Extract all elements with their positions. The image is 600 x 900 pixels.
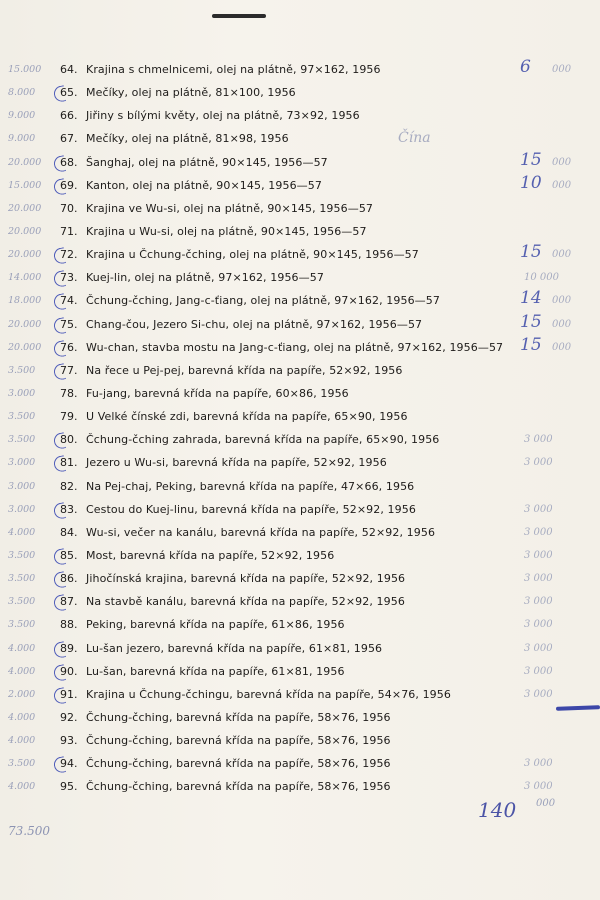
item-title: Wu-chan, stavba mostu na Jang-c-ťiang, olej na plátně, 97×162, 1956—57: [86, 340, 504, 354]
item-title: Krajina u Wu-si, olej na plátně, 90×145, 1956—57: [86, 224, 367, 238]
item-number: 95.: [60, 780, 78, 794]
pencil-price-note: 000: [552, 318, 572, 330]
pencil-price-note: 3 000: [524, 549, 553, 561]
list-item: [0, 544, 600, 567]
price-pencil-note: 20.000: [8, 156, 42, 168]
item-number: 68.: [60, 151, 82, 174]
price-pencil-note: 9.000: [8, 110, 36, 122]
pencil-price-note: 3 000: [524, 619, 553, 631]
list-item: [0, 590, 600, 613]
price-pencil-note: 4.000: [8, 526, 36, 538]
list-item: [0, 174, 600, 197]
pencil-price-note: 000: [552, 179, 572, 191]
price-pencil-note: 3.500: [8, 619, 36, 631]
item-number: 79.: [60, 410, 78, 424]
list-item: [0, 58, 600, 81]
price-pencil-note: 9.000: [8, 133, 36, 145]
item-number: 92.: [60, 710, 78, 724]
item-number: 75.: [60, 313, 82, 336]
list-item: [0, 660, 600, 683]
item-title: Cestou do Kuej-linu, barevná křída na papíře, 52×92, 1956: [86, 502, 416, 516]
price-pencil-note: 3.500: [8, 364, 36, 376]
item-title: Lu-šan, barevná křída na papíře, 61×81, 1956: [86, 664, 345, 678]
list-item: [0, 451, 600, 474]
item-title: Jihočínská krajina, barevná křída na papíře, 52×92, 1956: [86, 572, 406, 586]
item-number: 87.: [60, 590, 82, 613]
pencil-price-note: 10 000: [524, 272, 559, 284]
pencil-price-note: 3 000: [524, 526, 553, 538]
list-item: [0, 81, 600, 104]
item-title: Krajina u Čchung-čchingu, barevná křída na papíře, 54×76, 1956: [86, 687, 451, 701]
list-item: [0, 428, 600, 451]
price-pencil-note: 3.500: [8, 434, 36, 446]
list-item: [0, 313, 600, 336]
item-title: Kanton, olej na plátně, 90×145, 1956—57: [86, 178, 322, 192]
item-title: Wu-si, večer na kanálu, barevná křída na papíře, 52×92, 1956: [86, 525, 436, 539]
list-item: [0, 521, 600, 544]
ink-price-note: 15: [520, 334, 542, 355]
price-pencil-note: 3.500: [8, 549, 36, 561]
list-item: [0, 220, 600, 243]
pencil-price-note: 3 000: [524, 758, 553, 770]
item-number: 81.: [60, 451, 82, 474]
item-title: Mečíky, olej na plátně, 81×98, 1956: [86, 132, 289, 146]
punch-mark: [212, 14, 266, 18]
item-title: Mečíky, olej na plátně, 81×100, 1956: [86, 86, 296, 100]
item-title: Krajina u Čchung-čching, olej na plátně, 90×145, 1956—57: [86, 248, 419, 262]
sum-pencil-note: 73.500: [8, 824, 50, 838]
item-number: 90.: [60, 660, 82, 683]
price-pencil-note: 3.500: [8, 573, 36, 585]
item-title: Chang-čou, Jezero Si-chu, olej na plátně, 97×162, 1956—57: [86, 317, 423, 331]
list-item: [0, 359, 600, 382]
item-title: Čchung-čching, barevná křída na papíře, 58×76, 1956: [86, 780, 391, 794]
item-title: Čchung-čching, barevná křída na papíře, 58×76, 1956: [86, 757, 391, 771]
pencil-price-note: 3 000: [524, 642, 553, 654]
item-title: Peking, barevná křída na papíře, 61×86, 1956: [86, 618, 345, 632]
pencil-price-note: 000: [552, 249, 572, 261]
ink-price-note: 15: [520, 242, 542, 263]
list-item: [0, 729, 600, 752]
item-title: Most, barevná křída na papíře, 52×92, 1956: [86, 548, 335, 562]
ink-price-note: 15: [520, 311, 542, 332]
item-number: 94.: [60, 752, 82, 775]
pencil-price-note: 000: [552, 341, 572, 353]
item-title: Krajina ve Wu-si, olej na plátně, 90×145, 1956—57: [86, 201, 374, 215]
list-item: [0, 104, 600, 127]
item-title: Na Pej-chaj, Peking, barevná křída na papíře, 47×66, 1956: [86, 479, 415, 493]
list-item: [0, 706, 600, 729]
price-pencil-note: 20.000: [8, 202, 42, 214]
list-item: [0, 243, 600, 266]
list-item: [0, 151, 600, 174]
item-number: 67.: [60, 132, 78, 146]
price-pencil-note: 14.000: [8, 272, 42, 284]
ink-price-note: 6: [520, 57, 531, 77]
price-pencil-note: 4.000: [8, 711, 36, 723]
item-title: Krajina s chmelnicemi, olej na plátně, 97×162, 1956: [86, 63, 381, 76]
list-item: [0, 127, 600, 150]
list-item: [0, 613, 600, 636]
price-pencil-note: 4.000: [8, 781, 36, 793]
item-number: 71.: [60, 224, 78, 238]
price-pencil-note: 20.000: [8, 249, 42, 261]
price-pencil-note: 3.000: [8, 503, 36, 515]
item-number: 89.: [60, 637, 82, 660]
price-pencil-note: 8.000: [8, 87, 36, 99]
price-pencil-note: 4.000: [8, 665, 36, 677]
item-title: Jiřiny s bílými květy, olej na plátně, 73×92, 1956: [86, 109, 360, 123]
ink-price-note: 10: [520, 172, 542, 193]
pencil-price-note: 3 000: [524, 434, 553, 446]
item-number: 86.: [60, 567, 82, 590]
item-number: 82.: [60, 479, 78, 493]
list-item: [0, 752, 600, 775]
item-title: Fu-jang, barevná křída na papíře, 60×86, 1956: [86, 386, 349, 400]
item-number: 77.: [60, 359, 82, 382]
pencil-price-note: 000: [552, 64, 572, 75]
price-pencil-note: 3.500: [8, 596, 36, 608]
price-pencil-note: 2.000: [8, 688, 36, 700]
item-number: 78.: [60, 386, 78, 400]
price-pencil-note: 3.000: [8, 480, 36, 492]
total-ink-note: 140: [478, 798, 517, 822]
item-number: 66.: [60, 109, 78, 123]
price-pencil-note: 3.500: [8, 758, 36, 770]
list-item: [0, 336, 600, 359]
list-item: [0, 475, 600, 498]
ink-price-note: 14: [520, 288, 542, 309]
total-pencil-note: 000: [536, 798, 556, 809]
price-pencil-note: 15.000: [8, 179, 42, 191]
item-title: Kuej-lin, olej na plátně, 97×162, 1956—57: [86, 271, 324, 285]
pencil-price-note: 000: [552, 156, 572, 168]
item-title: Čchung-čching, barevná křída na papíře, 58×76, 1956: [86, 734, 391, 748]
price-pencil-note: 20.000: [8, 225, 42, 237]
pencil-price-note: 3 000: [524, 596, 553, 608]
item-number: 83.: [60, 498, 82, 521]
item-number: 65.: [60, 81, 82, 104]
pencil-price-note: 3 000: [524, 457, 553, 469]
pencil-price-note: 3 000: [524, 781, 553, 793]
price-pencil-note: 20.000: [8, 341, 42, 353]
pencil-price-note: 3 000: [524, 503, 553, 515]
item-number: 93.: [60, 734, 78, 748]
item-number: 72.: [60, 243, 82, 266]
list-item: [0, 289, 600, 312]
list-item: [0, 775, 600, 798]
item-title: Na stavbě kanálu, barevná křída na papíře, 52×92, 1956: [86, 595, 405, 609]
item-title: Jezero u Wu-si, barevná křída na papíře, 52×92, 1956: [86, 456, 387, 470]
item-number: 88.: [60, 618, 78, 632]
item-number: 85.: [60, 544, 82, 567]
item-number: 80.: [60, 428, 82, 451]
item-title: Čchung-čching zahrada, barevná křída na papíře, 65×90, 1956: [86, 433, 440, 447]
price-pencil-note: 4.000: [8, 735, 36, 747]
list-item: [0, 498, 600, 521]
list-item: [0, 405, 600, 428]
item-title: Čchung-čching, barevná křída na papíře, 58×76, 1956: [86, 710, 391, 724]
list-item: [0, 637, 600, 660]
item-number: 73.: [60, 266, 82, 289]
list-item: [0, 266, 600, 289]
item-number: 74.: [60, 289, 82, 312]
item-number: 76.: [60, 336, 82, 359]
pencil-price-note: 3 000: [524, 573, 553, 585]
list-item: [0, 683, 600, 706]
item-title: Lu-šan jezero, barevná křída na papíře, 61×81, 1956: [86, 641, 383, 655]
pencil-price-note: 000: [552, 295, 572, 307]
list-item: [0, 567, 600, 590]
price-pencil-note: 3.000: [8, 387, 36, 399]
price-pencil-note: 4.000: [8, 642, 36, 654]
item-number: 69.: [60, 174, 82, 197]
item-title: Na řece u Pej-pej, barevná křída na papíře, 52×92, 1956: [86, 363, 403, 377]
artwork-list: [0, 58, 600, 799]
pencil-price-note: 3 000: [524, 665, 553, 677]
price-pencil-note: 3.000: [8, 457, 36, 469]
item-title: U Velké čínské zdi, barevná křída na papíře, 65×90, 1956: [86, 410, 408, 424]
ink-price-note: 15: [520, 149, 542, 170]
list-item: [0, 197, 600, 220]
item-number: 70.: [60, 201, 78, 215]
price-pencil-note: 18.000: [8, 295, 42, 307]
item-title: Šanghaj, olej na plátně, 90×145, 1956—57: [86, 155, 328, 169]
list-item: [0, 382, 600, 405]
price-pencil-note: 20.000: [8, 318, 42, 330]
pencil-price-note: Čína: [398, 130, 431, 147]
item-number: 84.: [60, 525, 78, 539]
price-pencil-note: 15.000: [8, 64, 42, 75]
pencil-price-note: 3 000: [524, 688, 553, 700]
price-pencil-note: 3.500: [8, 411, 36, 423]
item-number: 91.: [60, 683, 82, 706]
item-number: 64.: [60, 63, 78, 76]
item-title: Čchung-čching, Jang-c-ťiang, olej na plátně, 97×162, 1956—57: [86, 294, 440, 308]
